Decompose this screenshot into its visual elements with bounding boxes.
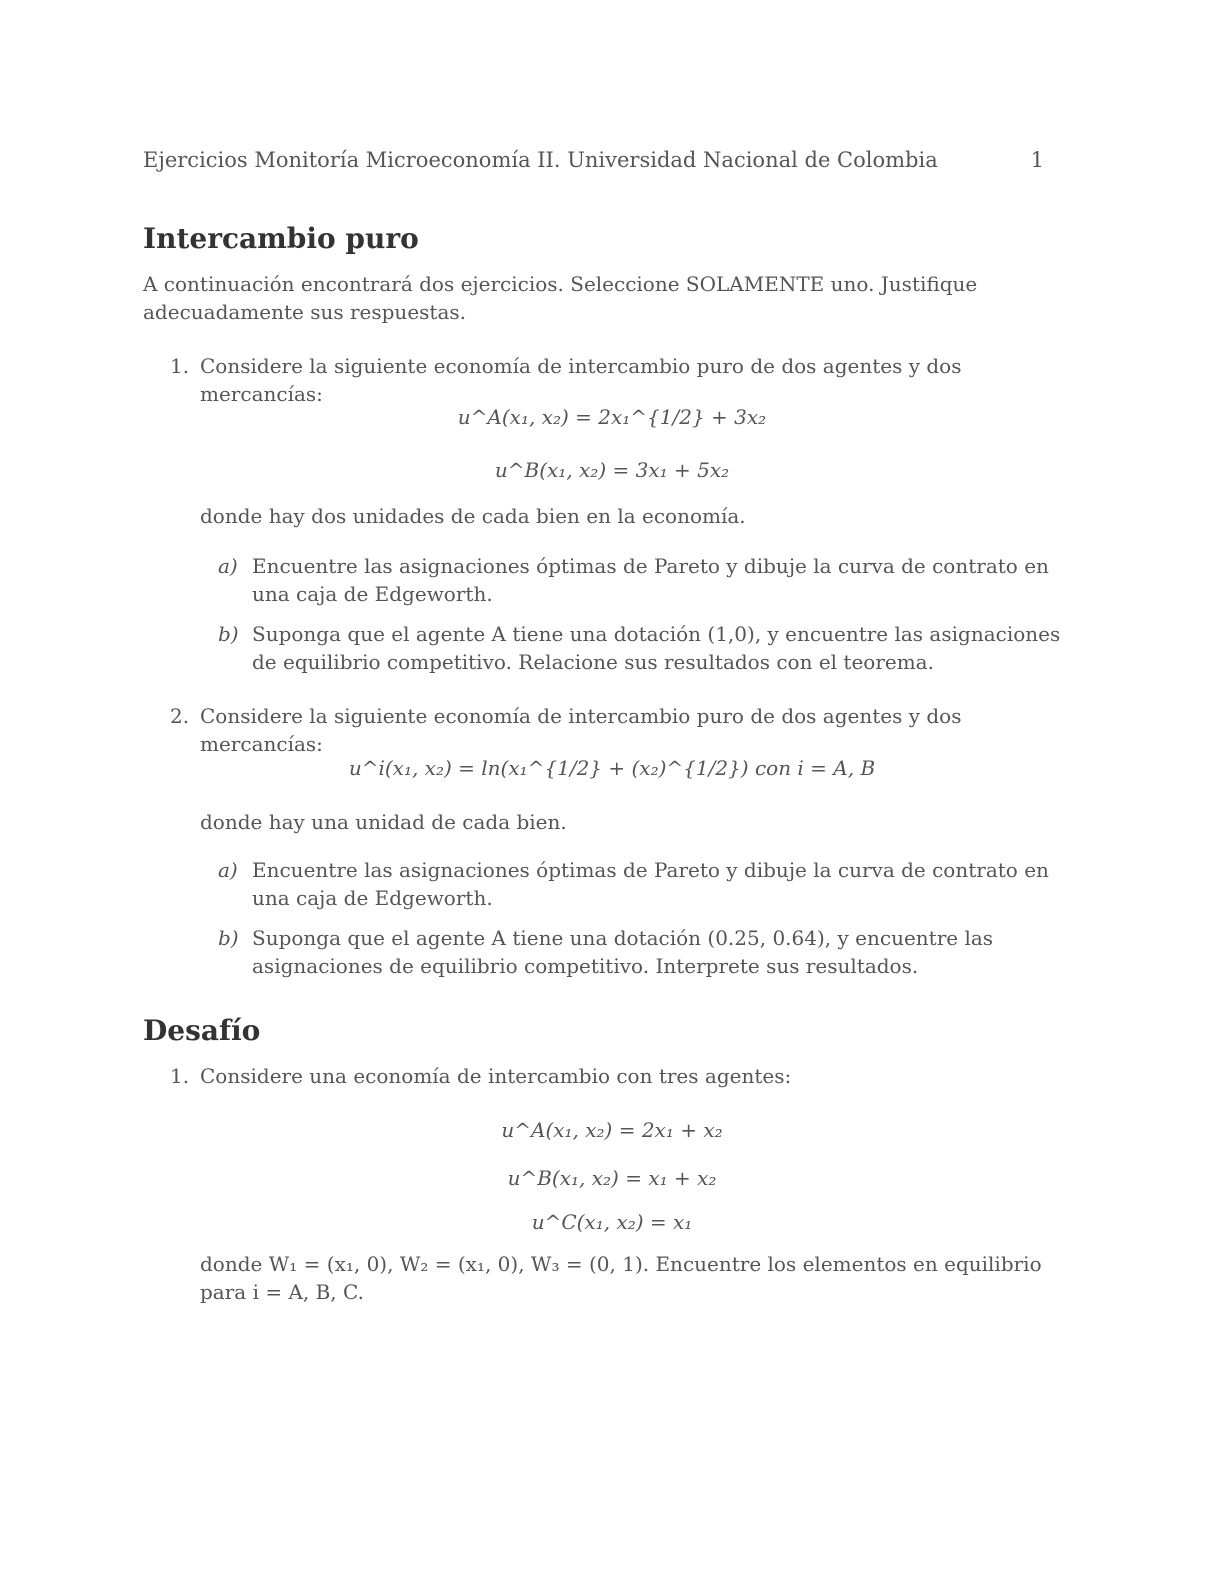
exercise-item-2 [170, 702, 1050, 758]
item-after-text: donde hay dos unidades de cada bien en la economía. [200, 504, 746, 528]
sub-item-label: b) [218, 926, 239, 950]
sub-item-text: Suponga que el agente A tiene una dotación (0.25, 0.64), y encuentre las asignaciones de equilibrio competitivo. Interprete sus resultados. [252, 926, 994, 978]
sub-item-text: Encuentre las asignaciones óptimas de Pareto y dibuje la curva de contrato en una caja de Edgeworth. [252, 554, 1049, 606]
sub-item-label: b) [218, 622, 239, 646]
item-number: 1. [170, 354, 190, 378]
page-header [143, 148, 1044, 172]
sub-item-label: a) [218, 858, 238, 882]
sub-item-text: Suponga que el agente A tiene una dotación (1,0), y encuentre las asignaciones de equilibrio competitivo. Relacione sus resultados con el teorema. [252, 622, 1061, 674]
exercise-item-1 [170, 352, 1050, 408]
equation: u^B(x₁, x₂) = x₁ + x₂ [507, 1166, 717, 1190]
sub-item [218, 552, 1088, 608]
item-text: Considere la siguiente economía de intercambio puro de dos agentes y dos mercancías: [200, 354, 962, 406]
sub-item [218, 924, 1088, 980]
sub-item [218, 620, 1088, 676]
sub-item [218, 856, 1088, 912]
exercise-item-desafio [170, 1062, 1050, 1090]
equation: u^A(x₁, x₂) = 2x₁^{1/2} + 3x₂ [457, 405, 767, 429]
item-text: Considere una economía de intercambio con tres agentes: [200, 1064, 792, 1088]
sub-item-text: Encuentre las asignaciones óptimas de Pareto y dibuje la curva de contrato en una caja de Edgeworth. [252, 858, 1049, 910]
equation: u^A(x₁, x₂) = 2x₁ + x₂ [501, 1118, 723, 1142]
item-text: Considere la siguiente economía de intercambio puro de dos agentes y dos mercancías: [200, 704, 962, 756]
item-number: 1. [170, 1064, 190, 1088]
equation: u^i(x₁, x₂) = ln(x₁^{1/2} + (x₂)^{1/2}) con i = A, B [348, 756, 876, 780]
equation: u^B(x₁, x₂) = 3x₁ + 5x₂ [494, 458, 730, 482]
section-title-intercambio: Intercambio puro [143, 222, 419, 255]
section-title-desafio: Desafío [143, 1014, 261, 1047]
item-after-text: donde hay una unidad de cada bien. [200, 810, 567, 834]
section-intro: A continuación encontrará dos ejercicios. Seleccione SOLAMENTE uno. Justifique adecuadamente sus respuestas. [143, 272, 978, 324]
item-after-text: donde W₁ = (x₁, 0), W₂ = (x₁, 0), W₃ = (0, 1). Encuentre los elementos en equilibrio para i = A, B, C. [200, 1252, 1042, 1304]
item-number: 2. [170, 704, 190, 728]
header-course: Ejercicios Monitoría Microeconomía II. Universidad Nacional de Colombia [143, 148, 938, 172]
header-page-number: 1 [1030, 148, 1044, 172]
sub-item-label: a) [218, 554, 238, 578]
equation: u^C(x₁, x₂) = x₁ [531, 1210, 693, 1234]
